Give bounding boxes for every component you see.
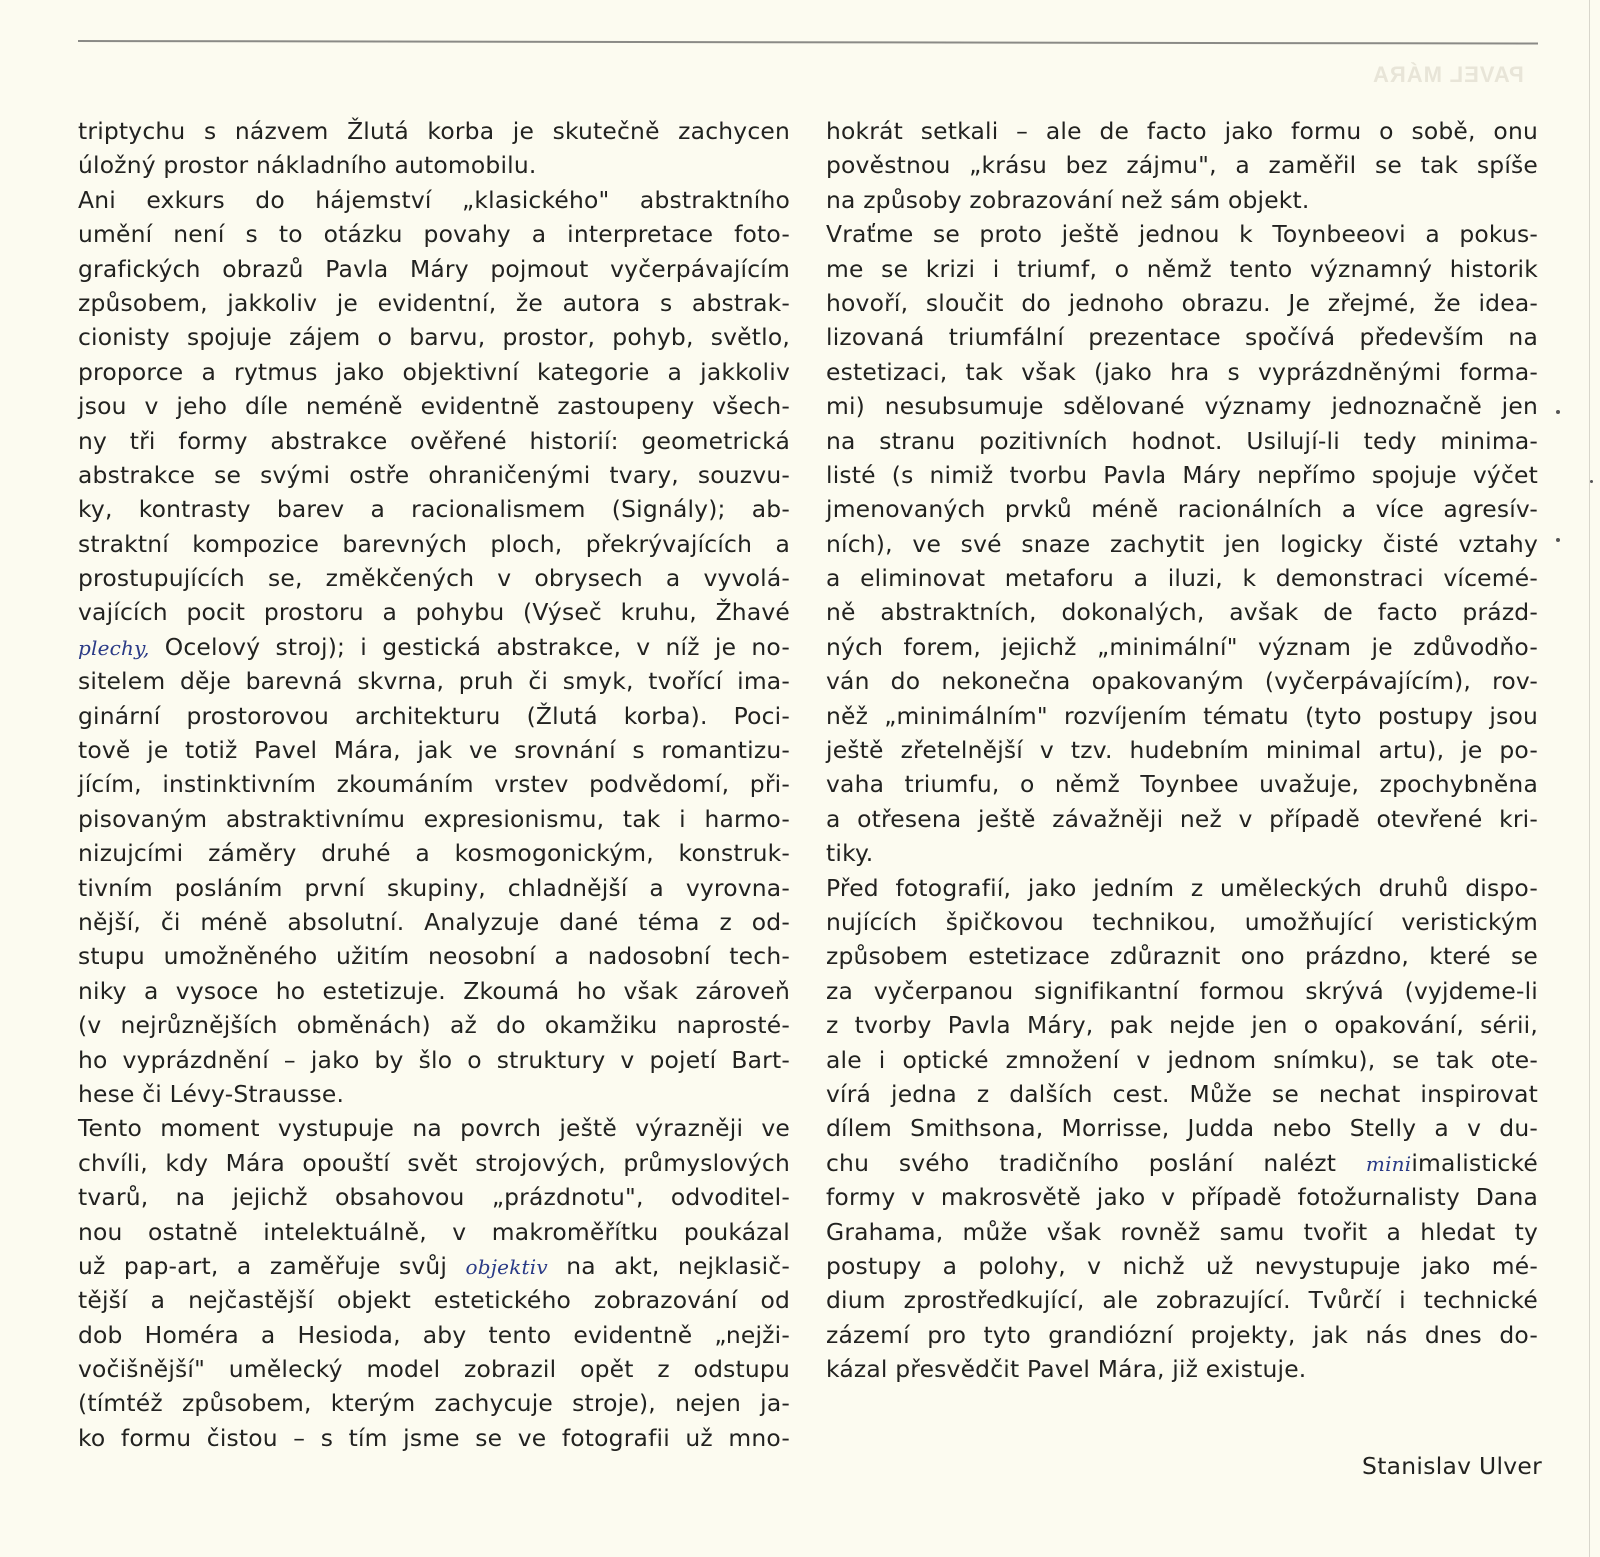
text-line: ních), ve své snaze zachytit jen logicky čisté vztahy (826, 529, 1538, 558)
text-line: ných forem, jejichž „minimální" význam je zdůvodňo- (826, 632, 1538, 661)
text-line: cionisty spojuje zájem o barvu, prostor, pohyb, světlo, (78, 323, 790, 352)
handwritten-correction: objektiv (465, 1254, 548, 1279)
text-line: něž „minimálním" rozvíjením tématu (tyto postupy jsou (826, 701, 1538, 730)
text-line: plechy, Ocelový stroj); i gestická abstrakce, v níž je no- (78, 632, 790, 661)
text-line: chu svého tradičního poslání nalézt miniimalistické (826, 1148, 1538, 1177)
text-line: sitelem děje barevná skvrna, pruh či smyk, tvořící ima- (78, 667, 790, 696)
text-line: chvíli, kdy Mára opouští svět strojových, průmyslových (78, 1148, 790, 1177)
text-line: vaha triumfu, o němž Toynbee uvažuje, zpochybněna (826, 770, 1538, 799)
text-line: dílem Smithsona, Morrisse, Judda nebo Stelly a v du- (826, 1114, 1538, 1143)
text-line: formy v makrosvětě jako v případě fotožurnalisty Dana (826, 1183, 1538, 1212)
text-line: tiky. (826, 839, 874, 868)
text-line: zázemí pro tyto grandiózní projekty, jak nás dnes do- (826, 1320, 1538, 1349)
text-line: jsou v jeho díle neméně evidentně zastoupeny všech- (78, 392, 790, 421)
text-line: proporce a rytmus jako objektivní kategorie a jakkoliv (78, 357, 790, 386)
text-line: ještě zřetelnější v tzv. hudebním minimal artu), je po- (826, 736, 1538, 765)
text-line: grafických obrazů Pavla Máry pojmout vyčerpávajícím (78, 254, 790, 283)
right-column (826, 114, 1538, 1386)
text-line: vočišnější" umělecký model zobrazil opět z odstupu (78, 1355, 790, 1384)
scan-speck (1556, 410, 1560, 414)
text-line: dob Homéra a Hesioda, aby tento evidentně „nejži- (78, 1320, 790, 1349)
text-line: Grahama, může však rovněž samu tvořit a hledat ty (826, 1217, 1538, 1246)
text-line: z tvorby Pavla Máry, pak nejde jen o opakování, sérii, (826, 1011, 1538, 1040)
text-line: hokrát setkali – ale de facto jako formu o sobě, onu (826, 117, 1538, 145)
text-line: a otřesena ještě závažněji než v případě otevřené kri- (826, 804, 1538, 833)
text-line: na způsoby zobrazování než sám objekt. (826, 185, 1310, 214)
text-line: hovoří, sloučit do jednoho obrazu. Je zřejmé, že idea- (826, 288, 1538, 317)
text-line: triptychu s názvem Žlutá korba je skutečně zachycen (78, 117, 790, 145)
text-line: způsobem, jakkoliv je evidentní, že autora s abstrak- (78, 288, 790, 317)
text-line: pisovaným abstraktivnímu expresionismu, tak i harmo- (78, 804, 790, 833)
scan-speck (1556, 538, 1560, 542)
text-line: dium zprostředkující, ale zobrazující. Tvůrčí i technické (826, 1286, 1538, 1315)
text-line: tivním posláním první skupiny, chladnější a vyrovna- (78, 873, 790, 902)
text-line: (v nejrůznějších obměnách) až do okamžiku naprosté- (78, 1011, 790, 1040)
text-line: niky a vysoce ho estetizuje. Zkoumá ho však zároveň (78, 976, 790, 1005)
text-line: kázal přesvědčit Pavel Mára, již existuje. (826, 1355, 1307, 1384)
text-line: listé (s nimiž tvorbu Pavla Máry nepřímo spojuje výčet (826, 460, 1538, 489)
text-line: prostupujících se, změkčených v obrysech a vyvolá- (78, 564, 790, 593)
text-line: ginární prostorovou architekturu (Žlutá korba). Poci- (78, 701, 790, 730)
text-line: nou ostatně intelektuálně, v makroměřítku poukázal (78, 1217, 790, 1246)
text-line: jmenovaných prvků méně racionálních a více agresív- (826, 495, 1538, 524)
text-line: ny tři formy abstrakce ověřené historií: geometrická (78, 426, 790, 455)
text-line: tvarů, na jejichž obsahovou „prázdnotu", odvoditel- (78, 1183, 790, 1212)
text-line: způsobem estetizace zdůraznit ono prázdno, které se (826, 942, 1538, 971)
text-line: hese či Lévy-Strausse. (78, 1079, 345, 1108)
text-line: už pap-art, a zaměřuje svůj objektiv na akt, nejklasič- (78, 1251, 790, 1280)
text-line: vajících pocit prostoru a pohybu (Výseč kruhu, Žhavé (78, 598, 790, 627)
text-line: estetizaci, tak však (jako hra s vyprázdněnými forma- (826, 357, 1538, 386)
text-line: Ani exkurs do hájemství „klasického" abstraktního (78, 185, 790, 214)
text-line: Vraťme se proto ještě jednou k Toynbeeovi a pokus- (826, 220, 1538, 249)
text-line: Tento moment vystupuje na povrch ještě výrazněji ve (78, 1114, 790, 1143)
page-edge (1589, 0, 1590, 1557)
text-line: vírá jedna z dalších cest. Může se nechat inspirovat (826, 1079, 1538, 1108)
text-line: ale i optické zmnožení v jednom snímku), se tak ote- (826, 1045, 1538, 1074)
text-line: abstrakce se svými ostře ohraničenými tvary, souzvu- (78, 460, 790, 489)
author-signature: Stanislav Ulver (1362, 1452, 1542, 1480)
scan-speck (1590, 480, 1593, 483)
text-line: straktní kompozice barevných ploch, překrývajících a (78, 529, 790, 558)
text-line: za vyčerpanou signifikantní formou skrývá (vyjdeme-li (826, 976, 1538, 1005)
text-line: pověstnou „krásu bez zájmu", a zaměřil se tak spíše (826, 151, 1538, 180)
text-line: tově je totiž Pavel Mára, jak ve srovnání s romantizu- (78, 736, 790, 765)
handwritten-correction: mini (1365, 1151, 1412, 1176)
text-line: ván do nekonečna opakovaným (vyčerpávajícím), rov- (826, 667, 1538, 696)
text-line: Před fotografií, jako jedním z uměleckých druhů dispo- (826, 873, 1538, 902)
top-rule (78, 40, 1538, 45)
text-line: nujících špičkovou technikou, umožňující veristickým (826, 907, 1538, 936)
text-line: me se krizi i triumf, o němž tento významný historik (826, 254, 1538, 283)
text-line: nější, či méně absolutní. Analyzuje dané téma z od- (78, 907, 790, 936)
text-line: mi) nesubsumuje sdělované významy jednoznačně jen (826, 392, 1538, 421)
text-line: a eliminovat metaforu a iluzi, k demonstraci vícemé- (826, 564, 1538, 593)
text-line: ně abstraktních, dokonalých, avšak de facto prázd- (826, 598, 1538, 627)
text-line: umění není s to otázku povahy a interpretace foto- (78, 220, 790, 249)
handwritten-correction: plechy, (78, 635, 150, 660)
left-column (78, 114, 790, 1455)
text-line: nizujcími záměry druhé a kosmogonickým, konstruk- (78, 839, 790, 868)
text-line: (tímtéž způsobem, kterým zachycuje stroje), nejen ja- (78, 1389, 790, 1418)
text-line: ho vyprázdnění – jako by šlo o struktury v pojetí Bart- (78, 1045, 790, 1074)
bleed-through-heading: PAVEL MÁRA (1372, 62, 1524, 87)
text-line: na stranu pozitivních hodnot. Usilují-li tedy minima- (826, 426, 1538, 455)
text-line: ky, kontrasty barev a racionalismem (Signály); ab- (78, 495, 790, 524)
text-line: postupy a polohy, v nichž už nevystupuje jako mé- (826, 1251, 1538, 1280)
text-line: ko formu čistou – s tím jsme se ve fotografii už mno- (78, 1423, 790, 1452)
text-line: stupu umožněného užitím neosobní a nadosobní tech- (78, 942, 790, 971)
text-line: lizovaná triumfální prezentace spočívá především na (826, 323, 1538, 352)
text-line: jícím, instinktivním zkoumáním vrstev podvědomí, při- (78, 770, 790, 799)
text-line: úložný prostor nákladního automobilu. (78, 151, 537, 180)
text-line: tější a nejčastější objekt estetického zobrazování od (78, 1286, 790, 1315)
